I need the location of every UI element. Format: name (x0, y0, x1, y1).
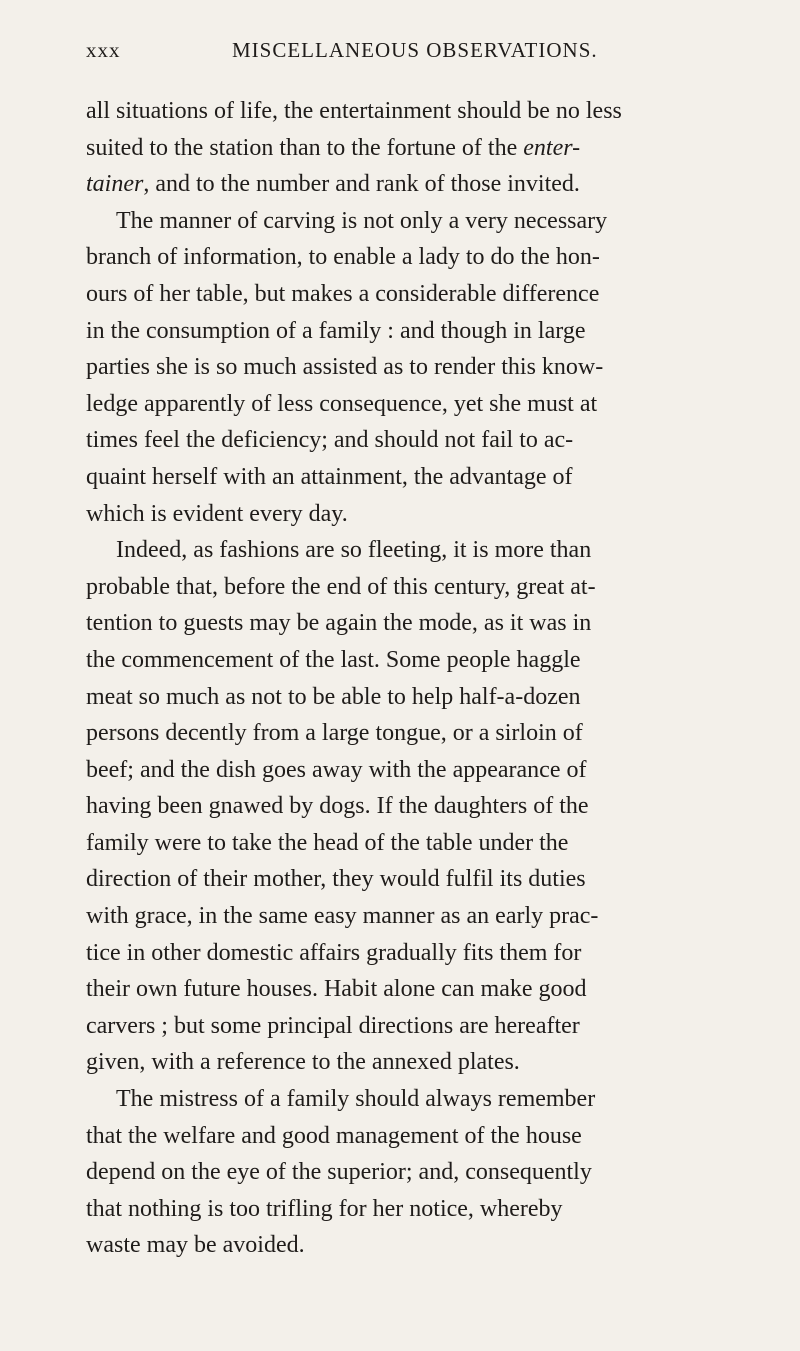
text-line: which is evident every day. (86, 500, 348, 527)
running-head (86, 38, 646, 68)
text-line: times feel the deficiency; and should not fail to ac- (86, 427, 574, 454)
text-line: having been gnawed by dogs. If the daughters of the (86, 793, 589, 820)
text-line: with grace, in the same easy manner as an early prac- (86, 903, 599, 930)
page-number: xxx (86, 38, 121, 62)
text-line: parties she is so much assisted as to render this know- (86, 354, 604, 381)
text-line: probable that, before the end of this century, great at- (86, 573, 596, 600)
text-line: ours of her table, but makes a considerable difference (86, 280, 600, 307)
text-line: depend on the eye of the superior; and, consequently (86, 1159, 592, 1186)
text-line: beef; and the dish goes away with the appearance of (86, 756, 587, 783)
text-line: family were to take the head of the table under the (86, 829, 569, 856)
text-line: tainer, and to the number and rank of those invited. (86, 171, 580, 198)
text-line: that the welfare and good management of the house (86, 1122, 582, 1149)
paragraph-start: Indeed, as fashions are so fleeting, it is more than (116, 537, 592, 564)
text-line: meat so much as not to be able to help half-a-dozen (86, 683, 581, 710)
text-line: waste may be avoided. (86, 1232, 305, 1259)
text-line: given, with a reference to the annexed plates. (86, 1049, 520, 1076)
paragraph-start: The manner of carving is not only a very necessary (116, 207, 608, 234)
text-line: branch of information, to enable a lady to do the hon- (86, 244, 600, 271)
text-line: their own future houses. Habit alone can make good (86, 976, 587, 1003)
text-line: the commencement of the last. Some people haggle (86, 646, 581, 673)
italic-word: tainer (86, 171, 144, 198)
text-line: all situations of life, the entertainment should be no less (86, 98, 622, 124)
text-line: direction of their mother, they would fulfil its duties (86, 866, 586, 893)
text-line: that nothing is too trifling for her notice, whereby (86, 1195, 563, 1222)
text-line: tention to guests may be again the mode, as it was in (86, 610, 592, 637)
text-line: quaint herself with an attainment, the advantage of (86, 463, 573, 490)
text-line: tice in other domestic affairs gradually fits them for (86, 939, 582, 966)
italic-word: enter- (523, 134, 581, 161)
body-text (86, 93, 726, 1264)
text-line: ledge apparently of less consequence, yet she must at (86, 390, 598, 417)
text-line: in the consumption of a family : and though in large (86, 317, 586, 344)
text-line: suited to the station than to the fortune of the enter- (86, 134, 581, 161)
text-line: persons decently from a large tongue, or a sirloin of (86, 720, 583, 747)
text-line: carvers ; but some principal directions are hereafter (86, 1012, 580, 1039)
paragraph-start: The mistress of a family should always remember (116, 1086, 596, 1113)
chapter-title: MISCELLANEOUS OBSERVATIONS. (232, 38, 598, 62)
